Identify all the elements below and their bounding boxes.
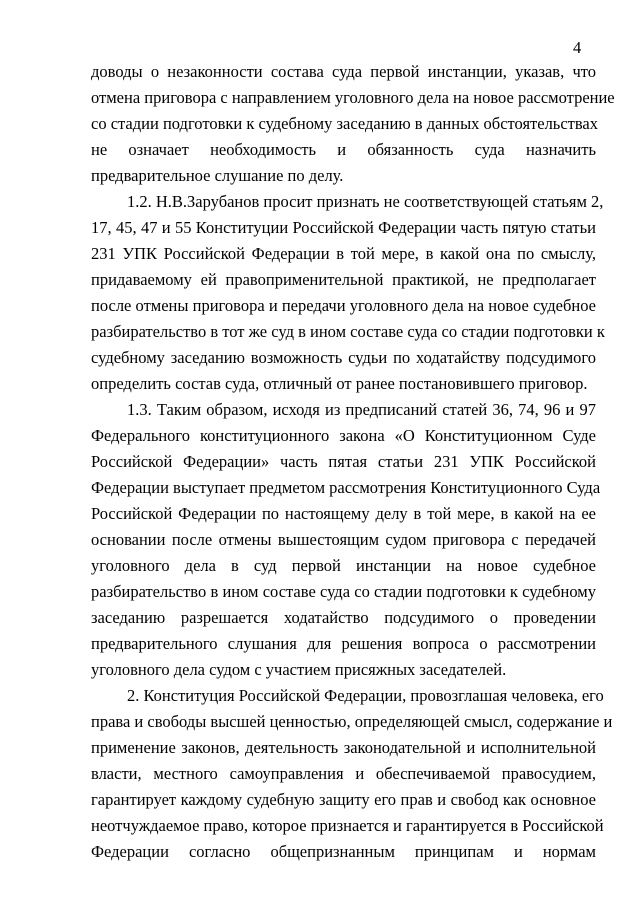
text-line: предварительное слушание по делу. [91, 166, 344, 185]
text-line: применение законов, деятельность законодательной и исполнительной [91, 738, 596, 757]
text-line: разбирательство в тот же суд в ином составе суда со стадии подготовки к [91, 322, 605, 341]
page-number: 4 [573, 38, 582, 57]
text-line: отмена приговора с направлением уголовного дела на новое рассмотрение [91, 88, 615, 107]
text-line: 231 УПК Российской Федерации в той мере, в какой она по смыслу, [91, 244, 596, 263]
text-line: основании после отмены вышестоящим судом приговора с передачей [91, 530, 596, 549]
text-line: определить состав суда, отличный от ранее постановившего приговор. [91, 374, 588, 393]
text-line: гарантирует каждому судебную защиту его прав и свобод как основное [91, 790, 596, 809]
text-line: придаваемому ей правоприменительной практикой, не предполагает [91, 270, 596, 289]
paragraph-1-2-first-line: 1.2. Н.В.Зарубанов просит признать не соответствующей статьям 2, [127, 192, 604, 211]
text-line: 17, 45, 47 и 55 Конституции Российской Федерации часть пятую статьи [91, 218, 596, 237]
text-line: после отмены приговора и передачи уголовного дела на новое судебное [91, 296, 596, 315]
text-line: Федерального конституционного закона «О Конституционном Суде [91, 426, 596, 445]
text-line: власти, местного самоуправления и обеспечиваемой правосудием, [91, 764, 596, 783]
text-line: разбирательство в ином составе суда со стадии подготовки к судебному [91, 582, 596, 601]
text-line: неотчуждаемое право, которое признается и гарантируется в Российской [91, 816, 604, 835]
text-line: не означает необходимость и обязанность суда назначить [91, 140, 596, 159]
text-line: уголовного дела судом с участием присяжных заседателей. [91, 660, 507, 679]
text-line: предварительного слушания для решения вопроса о рассмотрении [91, 634, 596, 653]
text-line: Российской Федерации» часть пятая статьи 231 УПК Российской [91, 452, 596, 471]
text-line: уголовного дела в суд первой инстанции на новое судебное [91, 556, 596, 575]
text-line: со стадии подготовки к судебному заседанию в данных обстоятельствах [91, 114, 599, 133]
paragraph-2-first-line: 2. Конституция Российской Федерации, провозглашая человека, его [127, 686, 604, 705]
paragraph-1-3-first-line: 1.3. Таким образом, исходя из предписаний статей 36, 74, 96 и 97 [127, 400, 596, 419]
text-line: доводы о незаконности состава суда первой инстанции, указав, что [91, 62, 596, 81]
text-line: судебному заседанию возможность судьи по ходатайству подсудимого [91, 348, 596, 367]
text-line: заседанию разрешается ходатайство подсудимого о проведении [91, 608, 596, 627]
text-line: Федерации согласно общепризнанным принципам и нормам [91, 842, 596, 861]
text-line: Федерации выступает предметом рассмотрения Конституционного Суда [91, 478, 601, 497]
text-line: Российской Федерации по настоящему делу в той мере, в какой на ее [91, 504, 596, 523]
text-line: права и свободы высшей ценностью, определяющей смысл, содержание и [91, 712, 613, 731]
